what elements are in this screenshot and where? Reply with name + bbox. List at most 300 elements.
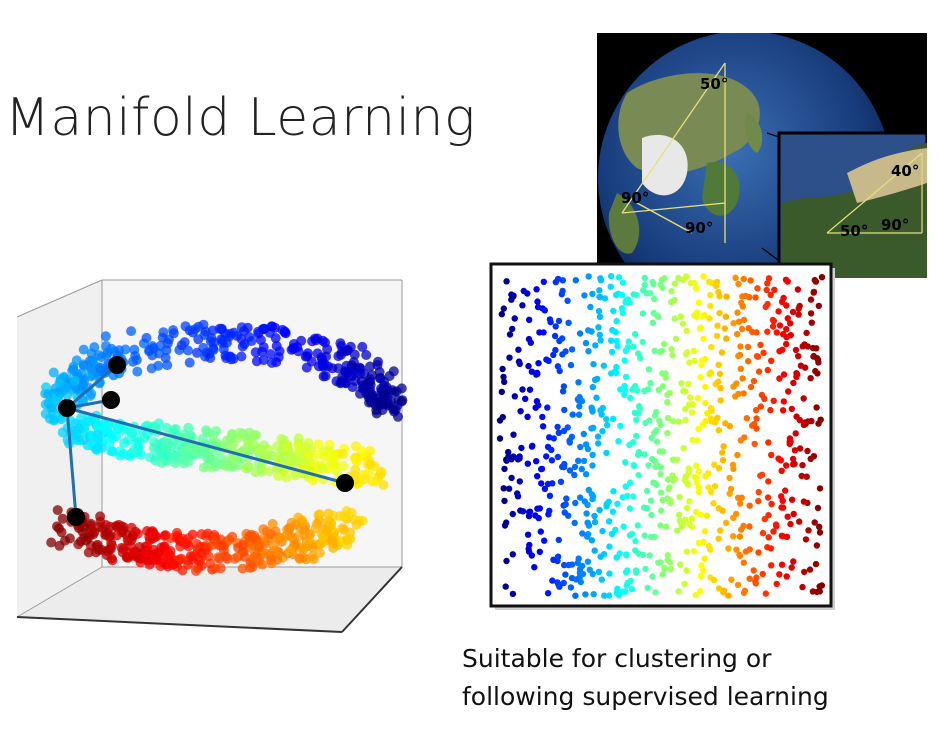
embedding-point	[685, 481, 691, 487]
embedding-point	[576, 403, 582, 409]
embedding-point	[542, 307, 548, 313]
s-curve-point	[128, 357, 138, 367]
embedding-point	[575, 397, 581, 403]
s-curve-point	[393, 400, 403, 410]
embedding-point	[526, 542, 532, 548]
embedding-point	[665, 557, 671, 563]
embedding-point	[650, 281, 656, 287]
embedding-point	[547, 493, 553, 499]
embedding-point	[525, 532, 531, 538]
s-curve-point	[95, 517, 105, 527]
embedding-point	[531, 564, 537, 570]
embedding-point	[704, 513, 710, 519]
embedding-point	[791, 511, 797, 517]
embedding-point	[621, 357, 627, 363]
embedding-point	[649, 573, 655, 579]
embedding-point	[609, 531, 615, 537]
embedding-point	[596, 287, 602, 293]
s-curve-point	[315, 509, 325, 519]
embedding-point	[585, 559, 591, 565]
embedding-point	[814, 355, 820, 361]
embedding-point	[517, 361, 523, 367]
embedding-point	[627, 505, 633, 511]
embedding-point	[576, 555, 582, 561]
embedding-point	[682, 417, 688, 423]
embedding-point	[545, 590, 551, 596]
embedding-point	[570, 411, 576, 417]
s-curve-point	[151, 554, 161, 564]
embedding-point	[499, 311, 505, 317]
embedding-point	[661, 566, 667, 572]
embedding-point	[742, 588, 748, 594]
embedding-point	[501, 466, 507, 472]
embedding-point	[739, 375, 745, 381]
s-curve-point	[352, 367, 362, 377]
s-curve-point	[107, 554, 117, 564]
embedding-point	[793, 413, 799, 419]
s-curve-point	[149, 437, 159, 447]
embedding-point	[812, 277, 818, 283]
s-curve-point	[229, 354, 239, 364]
s-curve-point	[285, 546, 295, 556]
embedding-point	[551, 435, 557, 441]
embedding-point	[793, 430, 799, 436]
globe-image	[597, 33, 927, 278]
embedding-point	[614, 318, 620, 324]
embedding-point	[597, 332, 603, 338]
embedding-point	[702, 473, 708, 479]
embedding-point	[569, 434, 575, 440]
embedding-point	[501, 305, 507, 311]
globe-label-1: 50°	[700, 75, 729, 93]
embedding-point	[684, 549, 690, 555]
embedding-point	[792, 447, 798, 453]
embedding-point	[753, 415, 759, 421]
embedding-point	[815, 420, 821, 426]
embedding-point	[564, 298, 570, 304]
embedding-point	[537, 549, 543, 555]
embedding-point	[761, 396, 767, 402]
s-curve-point	[222, 436, 232, 446]
embedding-point	[526, 548, 532, 554]
s-curve-point	[57, 527, 67, 537]
embedding-point	[515, 347, 521, 353]
embedding-point	[684, 328, 690, 334]
embedding-point	[699, 357, 705, 363]
embedding-point	[738, 366, 744, 372]
embedding-point	[773, 521, 779, 527]
embedding-point	[783, 277, 789, 283]
embedding-point	[598, 411, 604, 417]
embedding-point	[702, 555, 708, 561]
embedding-point	[561, 407, 567, 413]
embedding-point	[655, 462, 661, 468]
embedding-point	[654, 439, 660, 445]
embedding-point	[785, 315, 791, 321]
embedding-point	[539, 414, 545, 420]
embedding-point	[799, 462, 805, 468]
embedding-point	[803, 536, 809, 542]
embedding-point	[693, 285, 699, 291]
embedding-point	[616, 592, 622, 598]
embedding-point	[648, 498, 654, 504]
embedding-point	[693, 509, 699, 515]
embedding-point	[621, 383, 627, 389]
embedding-point	[765, 478, 771, 484]
embedding-point	[547, 319, 553, 325]
embedding-point	[510, 432, 516, 438]
s-curve-point	[294, 433, 304, 443]
embedding-point	[660, 448, 666, 454]
s-curve-point	[278, 325, 288, 335]
embedding-point	[580, 571, 586, 577]
embedding-point	[510, 511, 516, 517]
embedding-point	[723, 520, 729, 526]
embedding-point	[667, 500, 673, 506]
embedding-point	[620, 279, 626, 285]
embedding-point	[696, 468, 702, 474]
embedding-point	[780, 533, 786, 539]
embedding-point	[764, 301, 770, 307]
embedding-point	[499, 389, 505, 395]
embedding-point	[585, 327, 591, 333]
embedding-point	[575, 379, 581, 385]
embedding-point	[670, 457, 676, 463]
s-curve-point	[308, 476, 318, 486]
embedding-point	[783, 462, 789, 468]
embedding-point	[581, 458, 587, 464]
embedding-point	[591, 591, 597, 597]
s-curve-point	[211, 426, 221, 436]
embedding-point	[768, 452, 774, 458]
embedding-point	[521, 288, 527, 294]
embedding-point	[610, 509, 616, 515]
embedding-point	[768, 292, 774, 298]
s-curve-point	[337, 378, 347, 388]
embedding-point	[785, 388, 791, 394]
embedding-point	[807, 375, 813, 381]
embedding-point	[737, 343, 743, 349]
embedding-point	[599, 428, 605, 434]
embedding-point	[579, 466, 585, 472]
s-curve-point	[162, 360, 172, 370]
embedding-point	[790, 380, 796, 386]
embedding-point	[706, 543, 712, 549]
globe-label-2: 90°	[621, 189, 650, 207]
s-curve-point	[218, 335, 228, 345]
embedding-point	[756, 489, 762, 495]
embedding-point	[774, 329, 780, 335]
embedding-point	[527, 509, 533, 515]
embedding-point	[751, 567, 757, 573]
embedding-point	[654, 312, 660, 318]
embedding-point	[500, 374, 506, 380]
s-curve-point	[266, 555, 276, 565]
embedding-point	[515, 493, 521, 499]
s-curve-point	[190, 324, 200, 334]
embedding-point	[665, 415, 671, 421]
embedding-point	[707, 292, 713, 298]
embedding-point	[519, 386, 525, 392]
embedding-point	[642, 282, 648, 288]
embedding-point	[768, 358, 774, 364]
embedding-point	[753, 574, 759, 580]
embedding-point	[592, 377, 598, 383]
embedding-point	[510, 591, 516, 597]
embedding-point	[798, 363, 804, 369]
s-curve-point	[101, 331, 111, 341]
embedding-point	[683, 567, 689, 573]
embedding-point	[603, 450, 609, 456]
embedding-point	[573, 576, 579, 582]
embedding-point	[589, 496, 595, 502]
embedding-point	[647, 380, 653, 386]
embedding-point	[544, 404, 550, 410]
embedding-point	[716, 362, 722, 368]
s-curve-point	[169, 328, 179, 338]
embedding-point	[735, 582, 741, 588]
embedding-point	[763, 590, 769, 596]
embedding-point	[810, 588, 816, 594]
globe-label-3: 90°	[685, 219, 714, 237]
embedding-point	[743, 548, 749, 554]
s-curve-point	[325, 454, 335, 464]
embedding-point	[642, 275, 648, 281]
embedding-point	[556, 537, 562, 543]
embedding-point	[512, 393, 518, 399]
embedding-point	[678, 380, 684, 386]
embedding-point	[776, 571, 782, 577]
embedding-point	[621, 392, 627, 398]
s-curve-point	[275, 346, 285, 356]
embedding-point	[659, 348, 665, 354]
s-curve-point	[108, 433, 118, 443]
embedding-point	[689, 515, 695, 521]
embedding-point	[653, 409, 659, 415]
embedding-point	[556, 318, 562, 324]
embedding-point	[645, 462, 651, 468]
embedding-point	[572, 593, 578, 599]
embedding-point	[532, 512, 538, 518]
embedding-point	[561, 428, 567, 434]
embedding-point	[582, 498, 588, 504]
embedding-point	[752, 294, 758, 300]
s-curve-point	[295, 554, 305, 564]
embedding-point	[665, 476, 671, 482]
embedding-point	[623, 552, 629, 558]
embedding-point	[652, 589, 658, 595]
embedding-point	[560, 502, 566, 508]
embedding-point	[646, 366, 652, 372]
embedding-point	[758, 403, 764, 409]
embedding-point	[765, 367, 771, 373]
embedding-point	[708, 344, 714, 350]
embedding-point	[716, 310, 722, 316]
s-curve-manifold-plot	[12, 272, 422, 652]
embedding-point	[733, 380, 739, 386]
embedding-point	[730, 533, 736, 539]
embedding-point	[503, 278, 509, 284]
embedding-point	[738, 437, 744, 443]
s-curve-point	[380, 390, 390, 400]
embedding-point	[614, 338, 620, 344]
s-curve-point	[123, 535, 133, 545]
embedding-point	[735, 281, 741, 287]
embedding-point	[586, 487, 592, 493]
embedding-point	[534, 398, 540, 404]
embedding-point	[606, 570, 612, 576]
embedding-point	[567, 439, 573, 445]
s-curve-point	[233, 543, 243, 553]
embedding-point	[741, 317, 747, 323]
embedding-point	[678, 313, 684, 319]
embedding-point	[817, 529, 823, 535]
embedding-point	[668, 346, 674, 352]
embedding-point	[659, 370, 665, 376]
embedding-point	[610, 308, 616, 314]
embedding-point	[664, 399, 670, 405]
embedding-point	[734, 452, 740, 458]
embedding-point	[568, 584, 574, 590]
embedding-point	[625, 296, 631, 302]
embedding-point	[810, 345, 816, 351]
embedding-point	[613, 554, 619, 560]
embedding-point	[639, 339, 645, 345]
embedding-point	[706, 315, 712, 321]
embedding-point	[795, 353, 801, 359]
embedding-point	[534, 298, 540, 304]
embedding-point	[633, 292, 639, 298]
embedding-point	[790, 558, 796, 564]
embedding-point	[497, 435, 503, 441]
embedding-point	[646, 552, 652, 558]
embedding-point	[780, 498, 786, 504]
s-curve-point	[376, 467, 386, 477]
embedding-point	[805, 343, 811, 349]
embedding-point	[534, 371, 540, 377]
s-curve-point	[131, 527, 141, 537]
embedding-point	[522, 396, 528, 402]
embedding-point	[785, 514, 791, 520]
embedding-point	[661, 341, 667, 347]
embedding-point	[643, 290, 649, 296]
embedding-point	[548, 447, 554, 453]
embedding-point	[635, 522, 641, 528]
embedding-point	[525, 363, 531, 369]
embedding-point	[717, 371, 723, 377]
embedding-point	[760, 530, 766, 536]
embedding-point	[748, 384, 754, 390]
embedding-point	[589, 291, 595, 297]
s-curve-point	[142, 333, 152, 343]
embedding-point	[620, 310, 626, 316]
embedding-point	[702, 400, 708, 406]
embedding-point	[755, 354, 761, 360]
embedding-point	[632, 410, 638, 416]
embedding-point	[783, 341, 789, 347]
embedding-point	[538, 528, 544, 534]
s-curve-point	[292, 342, 302, 352]
embedding-point	[686, 465, 692, 471]
embedding-point	[771, 398, 777, 404]
s-curve-point	[87, 348, 97, 358]
s-curve-point	[149, 545, 159, 555]
embedding-point	[553, 279, 559, 285]
s-curve-point	[208, 540, 218, 550]
s-curve-point	[74, 423, 84, 433]
embedding-point	[809, 320, 815, 326]
embedding-point	[730, 320, 736, 326]
embedding-point	[533, 286, 539, 292]
embedding-point	[545, 358, 551, 364]
embedding-point	[749, 329, 755, 335]
embedding-point	[645, 585, 651, 591]
embedding-point	[797, 303, 803, 309]
embedding-point	[657, 422, 663, 428]
s-curve-point	[359, 383, 369, 393]
embedding-point	[817, 485, 823, 491]
s-curve-point	[100, 422, 110, 432]
embedding-point	[711, 577, 717, 583]
embedding-point	[613, 292, 619, 298]
embedding-point	[793, 370, 799, 376]
embedding-point	[815, 505, 821, 511]
s-curve-point	[300, 530, 310, 540]
s-curve-point	[185, 358, 195, 368]
embedding-point	[582, 591, 588, 597]
embedding-point	[741, 560, 747, 566]
embedding-point	[741, 276, 747, 282]
s-curve-point	[244, 428, 254, 438]
embedding-point	[525, 461, 531, 467]
s-curve-point	[147, 350, 157, 360]
embedding-point	[779, 347, 785, 353]
embedding-point	[684, 505, 690, 511]
embedding-point	[716, 293, 722, 299]
s-curve-point	[126, 326, 136, 336]
s-curve-point	[351, 520, 361, 530]
embedding-point	[744, 415, 750, 421]
embedding-point	[508, 475, 514, 481]
embedding-point	[770, 317, 776, 323]
embedding-point	[577, 444, 583, 450]
embedding-point	[626, 442, 632, 448]
embedding-point	[537, 505, 543, 511]
s-curve-point	[157, 458, 167, 468]
embedding-point	[738, 300, 744, 306]
embedding-point	[572, 500, 578, 506]
s-curve-point	[156, 341, 166, 351]
embedding-point	[696, 540, 702, 546]
embedding-point	[658, 489, 664, 495]
s-curve-point	[256, 335, 266, 345]
embedding-point	[569, 346, 575, 352]
embedding-point	[641, 504, 647, 510]
embedding-point	[735, 353, 741, 359]
embedding-point	[811, 289, 817, 295]
embedding-point	[659, 571, 665, 577]
embedding-point	[700, 336, 706, 342]
embedding-point	[501, 485, 507, 491]
embedding-point	[503, 558, 509, 564]
embedding-point	[632, 538, 638, 544]
embedding-point	[583, 340, 589, 346]
embedding-point	[601, 363, 607, 369]
embedding-point	[559, 351, 565, 357]
embedding-point	[613, 370, 619, 376]
embedding-point	[543, 453, 549, 459]
embedding-point	[803, 330, 809, 336]
